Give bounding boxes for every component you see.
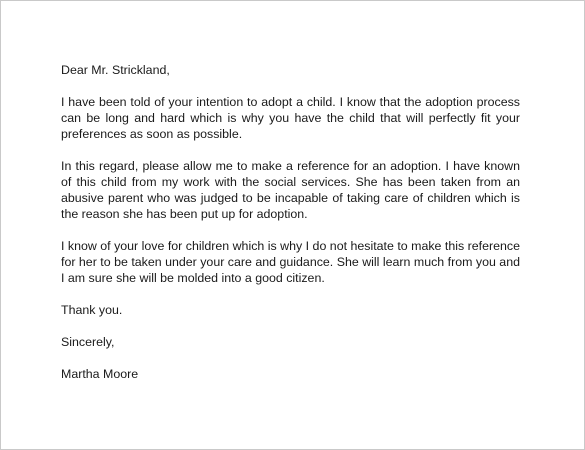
paragraph-intention: I have been told of your intention to adopt a child. I know that the adoption process can be long and hard which is why you have the child that will perfectly fit your preferences as soon as possible.	[61, 95, 520, 141]
valediction: Sincerely,	[61, 335, 115, 349]
signature-name: Martha Moore	[61, 367, 139, 381]
closing-thanks: Thank you.	[61, 303, 123, 317]
paragraph-love-for-children: I know of your love for children which is why I do not hesitate to make this reference for her to be taken under your care and guidance. She will learn much from you and I am sure she will be molded into a good citizen.	[61, 239, 520, 285]
letter-body	[61, 62, 520, 382]
paragraph-reference: In this regard, please allow me to make a reference for an adoption. I have known of this child from my work with the social services. She has been taken from an abusive parent who was judged to be incapable of taking care of children which is the reason she has been put up for adoption.	[61, 159, 520, 221]
salutation: Dear Mr. Strickland,	[61, 63, 170, 77]
